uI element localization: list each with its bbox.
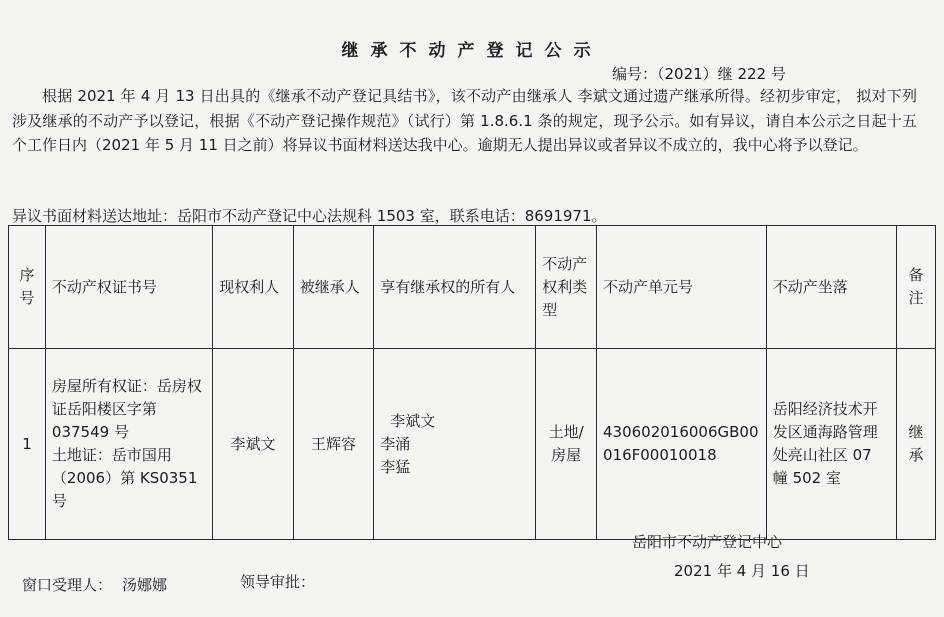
header-note: 备注 (897, 226, 936, 349)
table-row (9, 349, 936, 540)
objection-address: 异议书面材料送达地址：岳阳市不动产登记中心法规科 1503 室，联系电话：8691971。 (12, 207, 607, 225)
issuing-org: 岳阳市不动产登记中心 (632, 533, 783, 551)
document-title: 继承不动产登记公示 (341, 41, 603, 61)
header-cert: 不动产权证书号 (45, 226, 212, 349)
table-header-row (9, 226, 936, 349)
receiver-name: 汤娜娜 (122, 576, 168, 594)
heir-3: 李猛 (380, 457, 411, 476)
header-seq: 序号 (9, 226, 46, 349)
header-owner: 现权利人 (213, 226, 294, 349)
registration-table (8, 225, 936, 540)
cert-house: 房屋所有权证：岳房权证岳阳楼区字第 037549 号 (51, 377, 202, 441)
receiver-label: 窗口受理人： (22, 576, 113, 594)
heir-2: 李涌 (380, 434, 411, 453)
cell-decedent: 王辉容 (293, 349, 374, 540)
cell-location: 岳阳经济技术开发区通海路管理处亮山社区 07 幢 502 室 (766, 349, 896, 540)
header-unit-no: 不动产单元号 (597, 226, 767, 349)
cell-right-type: 土地/房屋 (536, 349, 597, 540)
header-right-type: 不动产权利类型 (536, 226, 597, 349)
leader-approval: 领导审批： (240, 573, 316, 591)
header-location: 不动产坐落 (766, 226, 896, 349)
header-heirs: 享有继承权的所有人 (374, 226, 536, 349)
heir-1: 李斌文 (390, 411, 436, 430)
cell-cert (45, 349, 212, 540)
header-decedent: 被继承人 (293, 226, 374, 349)
notice-body: 根据 2021 年 4 月 13 日出具的《继承不动产登记具结书》，该不动产由继承人 李斌文通过遗产继承所得。经初步审定， 拟对下列涉及继承的不动产予以登记，根据《不动产登记操作规范》（试行）第 1.8.6.1 条的规定，现予公示。如有异议，请自本公示之日起十五个工作日内（2021 年 5 月 11 日之前）将异议书面材料送达我中心。逾期无人提出异议或者异议不成立的，我中心将予以登记。 (12, 87, 917, 154)
window-receiver (22, 574, 167, 595)
cert-land: 土地证：岳市国用（2006）第 KS0351 号 (51, 446, 198, 510)
cell-note: 继承 (897, 349, 936, 540)
cell-unit-no: 430602016006GB00016F00010018 (597, 349, 767, 540)
issue-date: 2021 年 4 月 16 日 (674, 562, 810, 580)
cell-seq: 1 (9, 349, 46, 540)
document-number: 编号：（2021）继 222 号 (612, 65, 786, 83)
cell-owner: 李斌文 (213, 349, 294, 540)
cell-heirs (374, 349, 536, 540)
